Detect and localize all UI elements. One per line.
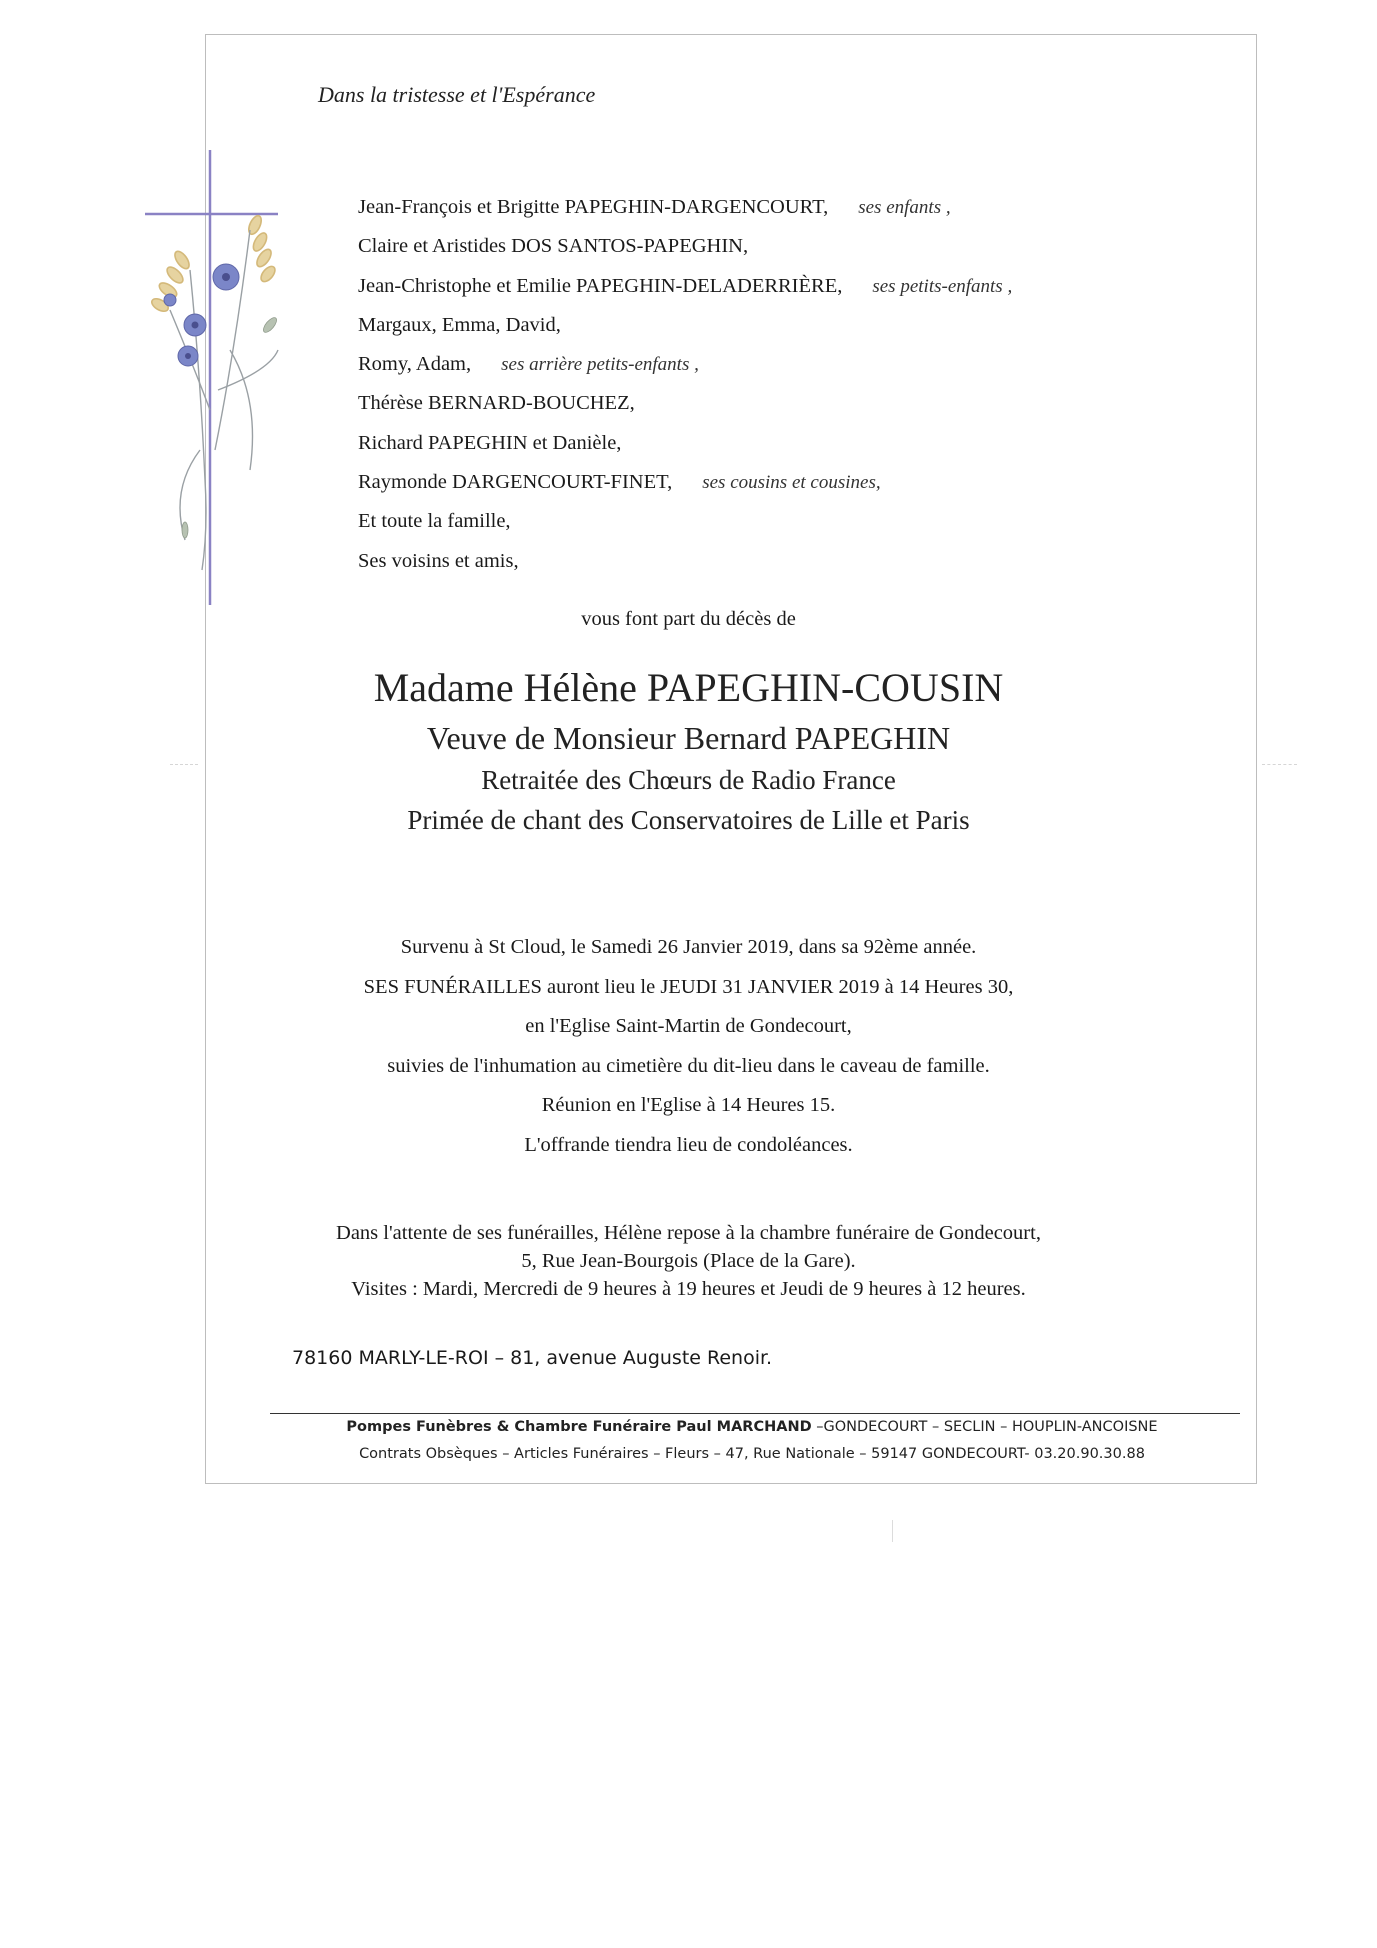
funeral-home-services: Contrats Obsèques – Articles Funéraires – Fleurs – 47, Rue Nationale – 59147 GONDECOURT- 03.20.90.30.88 (359, 1446, 1145, 1462)
family-relation: ses cousins et cousines, (702, 472, 881, 494)
family-names: Jean-Christophe et Emilie PAPEGHIN-DELADERRIÈRE, (358, 274, 843, 297)
deceased-name: Madame Hélène PAPEGHIN-COUSIN (373, 665, 1004, 710)
funeral-details (0, 928, 1377, 1165)
detail-line: L'offrande tiendra lieu de condoléances. (524, 1133, 853, 1156)
detail-line: en l'Eglise Saint-Martin de Gondecourt, (525, 1015, 852, 1037)
deceased-block (0, 664, 1377, 840)
cross-with-cornflowers-icon (130, 150, 290, 605)
family-row (358, 424, 1178, 463)
visit-line: Dans l'attente de ses funérailles, Hélène repose à la chambre funéraire de Gondecourt, (336, 1222, 1041, 1244)
family-names: Jean-François et Brigitte PAPEGHIN-DARGENCOURT, (358, 196, 829, 218)
family-row (358, 188, 1178, 227)
family-names: Thérèse BERNARD-BOUCHEZ, (358, 392, 635, 415)
visit-info (0, 1219, 1377, 1303)
funeral-home-towns: –GONDECOURT – SECLIN – HOUPLIN-ANCOISNE (811, 1419, 1158, 1435)
detail-line: SES FUNÉRAILLES auront lieu le JEUDI 31 JANVIER 2019 à 14 Heures 30, (363, 975, 1014, 998)
detail-line: suivies de l'inhumation au cimetière du dit-lieu dans le caveau de famille. (387, 1054, 990, 1077)
family-row (358, 306, 1178, 345)
deceased-title-2: Primée de chant des Conservatoires de Lille et Paris (407, 805, 970, 835)
family-names: Ses voisins et amis, (358, 549, 519, 572)
funeral-home-line (262, 1419, 1242, 1435)
family-row (358, 542, 1178, 581)
family-names: Margaux, Emma, David, (358, 313, 561, 336)
funeral-home-name: Pompes Funèbres & Chambre Funéraire Paul MARCHAND (346, 1419, 812, 1435)
family-row (358, 267, 1178, 306)
family-relation: ses petits-enfants , (872, 275, 1013, 297)
footer-divider (270, 1413, 1240, 1414)
family-names: Raymonde DARGENCOURT-FINET, (358, 471, 673, 494)
family-relation: ses enfants , (858, 197, 951, 218)
family-list (358, 188, 1178, 581)
family-row (358, 384, 1178, 423)
family-row (358, 463, 1178, 502)
family-names: Richard PAPEGHIN et Danièle, (358, 431, 622, 454)
deceased-title-1: Retraitée des Chœurs de Radio France (481, 765, 896, 795)
family-relation: ses arrière petits-enfants , (501, 354, 699, 376)
family-row (358, 345, 1178, 384)
visit-line: 5, Rue Jean-Bourgois (Place de la Gare). (521, 1250, 856, 1272)
announcement-intro: vous font part du décès de (581, 608, 796, 630)
family-names: Et toute la famille, (358, 510, 511, 533)
visit-line: Visites : Mardi, Mercredi de 9 heures à 19 heures et Jeudi de 9 heures à 12 heures. (351, 1278, 1026, 1300)
family-row (358, 227, 1178, 266)
family-names: Claire et Aristides DOS SANTOS-PAPEGHIN, (358, 235, 749, 258)
family-address: 78160 MARLY-LE-ROI – 81, avenue Auguste Renoir. (292, 1347, 773, 1369)
scan-mark (892, 1520, 893, 1542)
family-row (358, 502, 1178, 541)
deceased-widow-of: Veuve de Monsieur Bernard PAPEGHIN (426, 720, 951, 756)
detail-line: Survenu à St Cloud, le Samedi 26 Janvier 2019, dans sa 92ème année. (400, 936, 977, 958)
detail-line: Réunion en l'Eglise à 14 Heures 15. (541, 1094, 836, 1116)
tagline: Dans la tristesse et l'Espérance (318, 82, 596, 107)
family-names: Romy, Adam, (358, 353, 472, 376)
